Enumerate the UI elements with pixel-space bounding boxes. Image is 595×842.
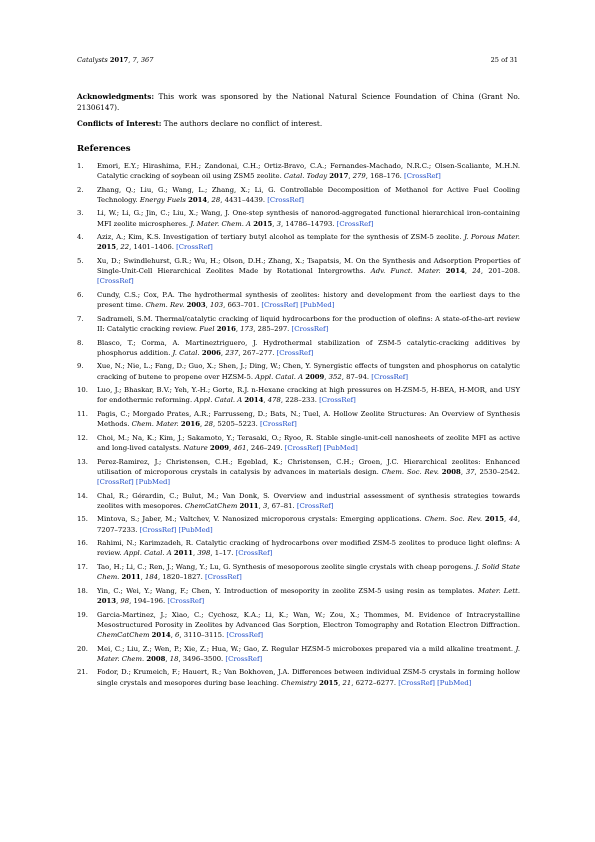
reference-pages: , 4431–4439. <box>220 195 268 204</box>
acknowledgments: Acknowledgments: This work was sponsored by the National Natural Science Foundation of China (Grant No. 21306147). <box>77 92 520 112</box>
reference-volume: 237 <box>225 348 239 357</box>
reference-item: 12. Choi, M.; Na, K.; Kim, J.; Sakamoto, Y.; Terasaki, O.; Ryoo, R. Stable single-unit-cell nanosheets of zeolite MFI as active and long-lived catalysts. Nature 2009, 461, 246–249. [CrossRef] [PubMed] <box>77 433 520 452</box>
reference-year: 2015 <box>484 515 504 524</box>
reference-journal: Chem. Soc. Rev. <box>381 467 439 476</box>
reference-pages: , 1820–1827. <box>158 573 206 582</box>
reference-number: 1. <box>77 161 84 170</box>
journal-citation: Catalysts 2017, 7, 367 <box>77 56 154 64</box>
reference-volume: 44 <box>509 515 518 524</box>
reference-list <box>77 161 520 688</box>
reference-year: 2014 <box>244 396 264 405</box>
pubmed-link[interactable]: [PubMed] <box>437 678 472 687</box>
reference-volume: 18 <box>169 654 179 663</box>
reference-journal: Catal. Today <box>283 171 328 180</box>
reference-journal: Appl. Catal. A <box>123 549 172 558</box>
reference-year: 2015 <box>97 243 117 252</box>
reference-item: 4. Aziz, A.; Kim, K.S. Investigation of tertiary butyl alcohol as template for the synthesis of ZSM-5 zeolite. J. Porous Mater. 2015, 22, 1401–1406. [CrossRef] <box>77 233 520 252</box>
pubmed-link[interactable]: [PubMed] <box>135 477 171 486</box>
reference-pages: , 194–196. <box>129 596 168 605</box>
pubmed-link[interactable]: [PubMed] <box>300 301 335 310</box>
reference-item: 18. Yin, C.; Wei, Y.; Wang, F.; Chen, Y. Introduction of mesopority in zeolite ZSM-5 using resin as templates. Mater. Lett. 2013, 98, 194–196. [CrossRef] <box>77 586 521 605</box>
reference-number: 10. <box>77 386 88 395</box>
crossref-link[interactable]: [CrossRef] <box>336 219 374 228</box>
reference-authors-title: Luo, J.; Bhaskar, B.V.; Yeh, Y.-H.; Gorte, R.J. n-Hexane cracking at high pressures on H-ZSM-5, H-BEA, H-MOR, and USY for endothermic reforming. <box>97 386 520 405</box>
reference-journal: Appl. Catal. A <box>255 372 304 381</box>
reference-journal: Energy Fuels <box>139 195 186 204</box>
crossref-link[interactable]: [CrossRef] <box>139 525 177 534</box>
reference-number: 20. <box>77 644 88 653</box>
reference-pages: , 663–701. <box>223 301 262 310</box>
reference-item: 11. Pagis, C.; Morgado Prates, A.R.; Farrusseng, D.; Bats, N.; Tuel, A. Hollow Zeolite Structures: An Overview of Synthesis Methods. Chem. Mater. 2016, 28, 5205–5223. [CrossRef] <box>77 409 520 429</box>
reference-authors-title: Xue, N.; Nie, L.; Fang, D.; Guo, X.; Shen, J.; Ding, W.; Chen, Y. Synergistic effects of tungsten and phosphorus on catalytic cracking of butene to propene over HZSM-5. <box>97 362 520 381</box>
references-heading: References <box>77 143 131 154</box>
reference-volume: 21 <box>342 678 352 687</box>
reference-volume: 28 <box>211 195 221 204</box>
reference-pages: , 1401–1406. <box>129 243 177 252</box>
reference-journal: Nature <box>183 443 208 452</box>
reference-year: 2006 <box>201 348 221 357</box>
crossref-link[interactable]: [CrossRef] <box>267 195 304 204</box>
reference-number: 6. <box>77 290 84 299</box>
reference-year: 2011 <box>239 501 259 510</box>
reference-authors-title: Chal, R.; Gérardin, C.; Bulut, M.; Van Donk, S. Overview and industrial assessment of synthesis strategies towards zeolites with mesopores. <box>97 491 520 510</box>
reference-year: 2008 <box>441 467 461 476</box>
page-number: 25 of 31 <box>490 56 518 64</box>
reference-authors-title: Perez-Ramirez, J.; Christensen, C.H.; Egeblad, K.; Christensen, C.H.; Groen, J.C. Hierarchical zeolites: Enhanced utilisation of microporous crystals in catalysis by advances in materials design. <box>97 457 520 476</box>
reference-volume: 461 <box>233 443 247 452</box>
crossref-link[interactable]: [CrossRef] <box>261 301 299 310</box>
running-header <box>77 56 518 66</box>
reference-journal: Adv. Funct. Mater. <box>370 267 441 276</box>
reference-item: 20. Mei, C.; Liu, Z.; Wen, P.; Xie, Z.; Hua, W.; Gao, Z. Regular HZSM-5 microboxes prepared via a mild alkaline treatment. J. Mater. Chem. 2008, 18, 3496–3500. [CrossRef] <box>77 644 520 663</box>
crossref-link[interactable]: [CrossRef] <box>291 324 329 333</box>
reference-volume: 37 <box>465 467 475 476</box>
reference-pages: , 201–208. <box>480 267 520 276</box>
reference-pages: , 267–277. <box>238 348 277 357</box>
reference-number: 4. <box>77 233 84 242</box>
reference-authors-title: Tao, H.; Li, C.; Ren, J.; Wang, Y.; Lu, G. Synthesis of mesoporous zeolite single crystals with cheap porogens. <box>97 562 476 571</box>
reference-volume: 22 <box>120 243 130 252</box>
crossref-link[interactable]: [CrossRef] <box>167 596 205 605</box>
reference-year: 2016 <box>180 420 200 429</box>
reference-journal: ChemCatChem <box>184 501 238 510</box>
reference-volume: 6 <box>175 630 180 639</box>
reference-year: 2014 <box>445 267 465 276</box>
reference-volume: 103 <box>210 301 224 310</box>
reference-journal: Chem. Soc. Rev. <box>424 515 483 524</box>
reference-item: 8. Blasco, T.; Corma, A. Martineztriguero, J. Hydrothermal stabilization of ZSM-5 catalytic-cracking additives by phosphorus addition. J. Catal. 2006, 237, 267–277. [CrossRef] <box>77 338 520 357</box>
reference-item: 2. Zhang, Q.; Liu, G.; Wang, L.; Zhang, X.; Li, G. Controllable Decomposition of Methanol for Active Fuel Cooling Technology. Energy Fuels 2014, 28, 4431–4439. [CrossRef] <box>77 185 520 204</box>
crossref-link[interactable]: [CrossRef] <box>235 549 273 558</box>
reference-pages: , 285–297. <box>253 324 292 333</box>
reference-authors-title: Cundy, C.S.; Cox, P.A. The hydrothermal synthesis of zeolites: history and development from the earliest days to the present time. <box>97 290 520 310</box>
reference-authors-title: Yin, C.; Wei, Y.; Wang, F.; Chen, Y. Introduction of mesopority in zeolite ZSM-5 using resin as templates. <box>97 586 478 595</box>
reference-pages: , 3496–3500. <box>178 654 226 663</box>
reference-journal: J. Porous Mater. <box>464 233 520 242</box>
reference-authors-title: Blasco, T.; Corma, A. Martineztriguero, J. Hydrothermal stabilization of ZSM-5 catalytic-cracking additives by phosphorus addition. <box>97 338 520 357</box>
reference-year: 2015 <box>319 678 339 687</box>
pubmed-link[interactable]: [PubMed] <box>323 443 358 452</box>
reference-pages: , 87–94. <box>341 372 372 381</box>
reference-journal: Chemistry <box>281 678 317 687</box>
reference-item: 6. Cundy, C.S.; Cox, P.A. The hydrothermal synthesis of zeolites: history and development from the earliest days to the present time. Chem. Rev. 2003, 103, 663–701. [CrossRef] [PubMed] <box>77 290 520 310</box>
reference-authors-title: Garcia-Martinez, J.; Xiao, C.; Cychosz, K.A.; Li, K.; Wan, W.; Zou, X.; Thommes, M. Evidence of Intracrystalline Mesostructured Porosity in Zeolites by Advanced Gas Sorption, Electron Tomography and Rotation Electron Diffraction. <box>97 610 520 629</box>
reference-authors-title: Choi, M.; Na, K.; Kim, J.; Sakamoto, Y.; Terasaki, O.; Ryoo, R. Stable single-unit-cell nanosheets of zeolite MFI as active and long-lived catalysts. <box>97 433 520 452</box>
reference-volume: 98 <box>120 596 130 605</box>
crossref-link[interactable]: [CrossRef] <box>284 443 322 452</box>
reference-pages: , 14786–14793. <box>280 219 337 228</box>
crossref-link[interactable]: [CrossRef] <box>97 277 134 286</box>
crossref-link[interactable]: [CrossRef] <box>398 678 435 687</box>
reference-pages: , 5205–5223. <box>213 420 261 429</box>
reference-authors-title: Mintova, S.; Jaber, M.; Valtchev, V. Nanosized microporous crystals: Emerging applications. <box>97 515 425 524</box>
reference-year: 2009 <box>209 443 230 452</box>
reference-pages: , 6272–6277. <box>351 678 399 687</box>
reference-item: 13. Perez-Ramirez, J.; Christensen, C.H.; Egeblad, K.; Christensen, C.H.; Groen, J.C. Hierarchical zeolites: Enhanced utilisation of microporous crystals in catalysis by advances in materials design. Chem. Soc. Rev. 2008, 37, 2530–2542. [CrossRef] [PubMed] <box>77 457 520 486</box>
reference-number: 18. <box>77 586 88 595</box>
conflicts-of-interest: Conflicts of Interest: The authors declare no conflict of interest. <box>77 119 323 129</box>
reference-authors-title: Zhang, Q.; Liu, G.; Wang, L.; Zhang, X.; Li, G. Controllable Decomposition of Methanol for Active Fuel Cooling Technology. <box>97 185 520 204</box>
reference-year: 2011 <box>121 573 141 582</box>
reference-year: 2017 <box>329 171 349 180</box>
reference-year: 2016 <box>216 324 236 333</box>
reference-authors-title: Li, W.; Li, G.; Jin, C.; Liu, X.; Wang, J. One-step synthesis of nanorod-aggregated functional hierarchical iron-containing MFI zeolite microspheres. <box>97 209 520 228</box>
reference-number: 12. <box>77 433 88 442</box>
pubmed-link[interactable]: [PubMed] <box>178 525 213 534</box>
crossref-link[interactable]: [CrossRef] <box>296 501 334 510</box>
reference-authors-title: Pagis, C.; Morgado Prates, A.R.; Farrusseng, D.; Bats, N.; Tuel, A. Hollow Zeolite Structures: An Overview of Synthesis Methods. <box>97 409 520 429</box>
reference-year: 2011 <box>173 549 193 558</box>
reference-pages: , 67–81. <box>267 501 297 510</box>
reference-pages: , 246–249. <box>246 443 285 452</box>
reference-number: 13. <box>77 457 88 466</box>
reference-number: 2. <box>77 185 84 194</box>
reference-number: 21. <box>77 668 88 677</box>
reference-year: 2014 <box>151 630 171 639</box>
reference-journal: Appl. Catal. A <box>194 396 243 405</box>
reference-volume: 184 <box>144 573 159 582</box>
crossref-link[interactable]: [CrossRef] <box>404 171 441 180</box>
crossref-link[interactable]: [CrossRef] <box>225 654 263 663</box>
reference-item: 9. Xue, N.; Nie, L.; Fang, D.; Guo, X.; Shen, J.; Ding, W.; Chen, Y. Synergistic effects of tungsten and phosphorus on catalytic cracking of butene to propene over HZSM-5. Appl. Catal. A 2009, 352, 87–94. [CrossRef] <box>77 362 520 381</box>
reference-volume: 352 <box>328 372 342 381</box>
reference-number: 16. <box>77 539 88 548</box>
reference-number: 11. <box>77 409 88 418</box>
reference-number: 7. <box>77 314 84 323</box>
reference-pages: , 2530–2542. <box>474 467 520 476</box>
reference-volume: 478 <box>267 396 281 405</box>
reference-authors-title: Mei, C.; Liu, Z.; Wen, P.; Xie, Z.; Hua, W.; Gao, Z. Regular HZSM-5 microboxes prepared via a mild alkaline treatment. <box>97 644 516 653</box>
crossref-link[interactable]: [CrossRef] <box>276 348 314 357</box>
reference-volume: 24 <box>472 267 481 276</box>
reference-volume: 3 <box>276 219 281 228</box>
reference-volume: 398 <box>197 549 211 558</box>
reference-item: 7. Sadrameli, S.M. Thermal/catalytic cracking of liquid hydrocarbons for the production of olefins: A state-of-the-art review II: Catalytic cracking review. Fuel 2016, 173, 285–297. [CrossRef] <box>77 314 520 333</box>
reference-authors-title: Aziz, A.; Kim, K.S. Investigation of tertiary butyl alcohol as template for the synthesis of ZSM-5 zeolite. <box>97 233 465 242</box>
reference-journal: J. Solid State Chem. <box>97 562 520 582</box>
reference-item: 3. Li, W.; Li, G.; Jin, C.; Liu, X.; Wang, J. One-step synthesis of nanorod-aggregated functional hierarchical iron-containing MFI zeolite microspheres. J. Mater. Chem. A 2015, 3, 14786–14793. [CrossRef] <box>77 209 520 228</box>
reference-item: 17. Tao, H.; Li, C.; Ren, J.; Wang, Y.; Lu, G. Synthesis of mesoporous zeolite single crystals with cheap porogens. J. Solid State Chem. 2011, 184, 1820–1827. [CrossRef] <box>77 562 520 582</box>
reference-year: 2009 <box>305 372 325 381</box>
reference-number: 8. <box>77 338 84 347</box>
reference-journal: Chem. Rev. <box>145 301 185 310</box>
reference-pages: , 1–17. <box>210 549 236 558</box>
reference-item: 14. Chal, R.; Gérardin, C.; Bulut, M.; Van Donk, S. Overview and industrial assessment of synthesis strategies towards zeolites with mesopores. ChemCatChem 2011, 3, 67–81. [CrossRef] <box>77 491 520 510</box>
reference-number: 15. <box>77 515 88 524</box>
reference-number: 9. <box>77 362 84 371</box>
reference-journal: Chem. Mater. <box>131 420 179 429</box>
reference-volume: 279 <box>352 171 366 180</box>
crossref-link[interactable]: [CrossRef] <box>260 420 297 429</box>
crossref-link[interactable]: [CrossRef] <box>205 573 242 582</box>
crossref-link[interactable]: [CrossRef] <box>371 372 409 381</box>
reference-item: 15. Mintova, S.; Jaber, M.; Valtchev, V. Nanosized microporous crystals: Emerging applications. Chem. Soc. Rev. 2015, 44, 7207–7233. [CrossRef] [PubMed] <box>77 515 520 534</box>
reference-year: 2015 <box>253 219 273 228</box>
reference-journal: Fuel <box>199 324 215 333</box>
crossref-link[interactable]: [CrossRef] <box>176 243 213 252</box>
reference-item: 16. Rahimi, N.; Karimzadeh, R. Catalytic cracking of hydrocarbons over modified ZSM-5 zeolites to produce light olefins: A review. Appl. Catal. A 2011, 398, 1–17. [CrossRef] <box>77 539 520 558</box>
reference-journal: Mater. Lett. <box>477 586 521 595</box>
reference-journal: J. Mater. Chem. <box>97 644 520 663</box>
reference-volume: 173 <box>240 324 254 333</box>
reference-journal: J. Mater. Chem. A <box>190 219 252 228</box>
reference-journal: J. Catal. <box>172 348 200 357</box>
reference-authors-title: Rahimi, N.; Karimzadeh, R. Catalytic cracking of hydrocarbons over modified ZSM-5 zeolites to produce light olefins: A review. <box>97 539 520 558</box>
reference-pages: , 228–233. <box>280 396 320 405</box>
crossref-link[interactable]: [CrossRef] <box>97 477 134 486</box>
reference-item: 10. Luo, J.; Bhaskar, B.V.; Yeh, Y.-H.; Gorte, R.J. n-Hexane cracking at high pressures on H-ZSM-5, H-BEA, H-MOR, and USY for endothermic reforming. Appl. Catal. A 2014, 478, 228–233. [CrossRef] <box>77 386 520 405</box>
reference-year: 2003 <box>186 301 206 310</box>
reference-authors-title: Emori, E.Y.; Hirashima, F.H.; Zandonai, C.H.; Ortiz-Bravo, C.A.; Fernandes-Machado, N.R.C.; Olsen-Scaliante, M.H.N. Catalytic cracking of soybean oil using ZSM5 zeolite. <box>97 161 520 180</box>
reference-item: 1. Emori, E.Y.; Hirashima, F.H.; Zandonai, C.H.; Ortiz-Bravo, C.A.; Fernandes-Machado, N.R.C.; Olsen-Scaliante, M.H.N. Catalytic cracking of soybean oil using ZSM5 zeolite. Catal. Today 2017, 279, 168–176. [CrossRef] <box>77 161 520 180</box>
reference-number: 17. <box>77 562 88 571</box>
page-body <box>77 92 520 691</box>
reference-year: 2014 <box>188 195 208 204</box>
reference-pages: , 168–176. <box>365 171 405 180</box>
crossref-link[interactable]: [CrossRef] <box>319 396 356 405</box>
reference-authors-title: Xu, D.; Swindlehurst, G.R.; Wu, H.; Olson, D.H.; Zhang, X.; Tsapatsis, M. On the Synthesis and Adsorption Properties of Single-Unit-Cell Hierarchical Zeolites Made by Rotational Intergrowths. <box>97 256 520 276</box>
crossref-link[interactable]: [CrossRef] <box>226 630 264 639</box>
reference-number: 3. <box>77 209 84 218</box>
reference-year: 2013 <box>97 596 117 605</box>
reference-pages: , 3110–3115. <box>179 630 227 639</box>
reference-authors-title: Fodor, D.; Krumeich, F.; Hauert, R.; Van Bokhoven, J.A. Differences between individual ZSM-5 crystals in forming hollow single crystals and mesopores during base leaching. <box>97 668 520 687</box>
reference-item: 21. Fodor, D.; Krumeich, F.; Hauert, R.; Van Bokhoven, J.A. Differences between individual ZSM-5 crystals in forming hollow single crystals and mesopores during base leaching. Chemistry 2015, 21, 6272–6277. [CrossRef] [PubMed] <box>77 668 520 687</box>
reference-number: 5. <box>77 256 84 265</box>
reference-pages: , 7207–7233. <box>97 515 520 534</box>
reference-journal: ChemCatChem <box>97 630 150 639</box>
reference-volume: 3 <box>262 501 268 510</box>
reference-year: 2008 <box>146 654 166 663</box>
reference-item: 19. Garcia-Martinez, J.; Xiao, C.; Cychosz, K.A.; Li, K.; Wan, W.; Zou, X.; Thommes, M. Evidence of Intracrystalline Mesostructured Porosity in Zeolites by Advanced Gas Sorption, Electron Tomography and Rotation Electron Diffraction. ChemCatChem 2014, 6, 3110–3115. [CrossRef] <box>77 610 520 639</box>
reference-authors-title: Sadrameli, S.M. Thermal/catalytic cracking of liquid hydrocarbons for the production of olefins: A state-of-the-art review II: Catalytic cracking review. <box>97 314 520 333</box>
reference-number: 19. <box>77 610 88 619</box>
reference-number: 14. <box>77 491 88 500</box>
reference-volume: 28 <box>204 420 214 429</box>
reference-item: 5. Xu, D.; Swindlehurst, G.R.; Wu, H.; Olson, D.H.; Zhang, X.; Tsapatsis, M. On the Synthesis and Adsorption Properties of Single-Unit-Cell Hierarchical Zeolites Made by Rotational Intergrowths. Adv. Funct. Mater. 2014, 24, 201–208. [CrossRef] <box>77 256 520 286</box>
